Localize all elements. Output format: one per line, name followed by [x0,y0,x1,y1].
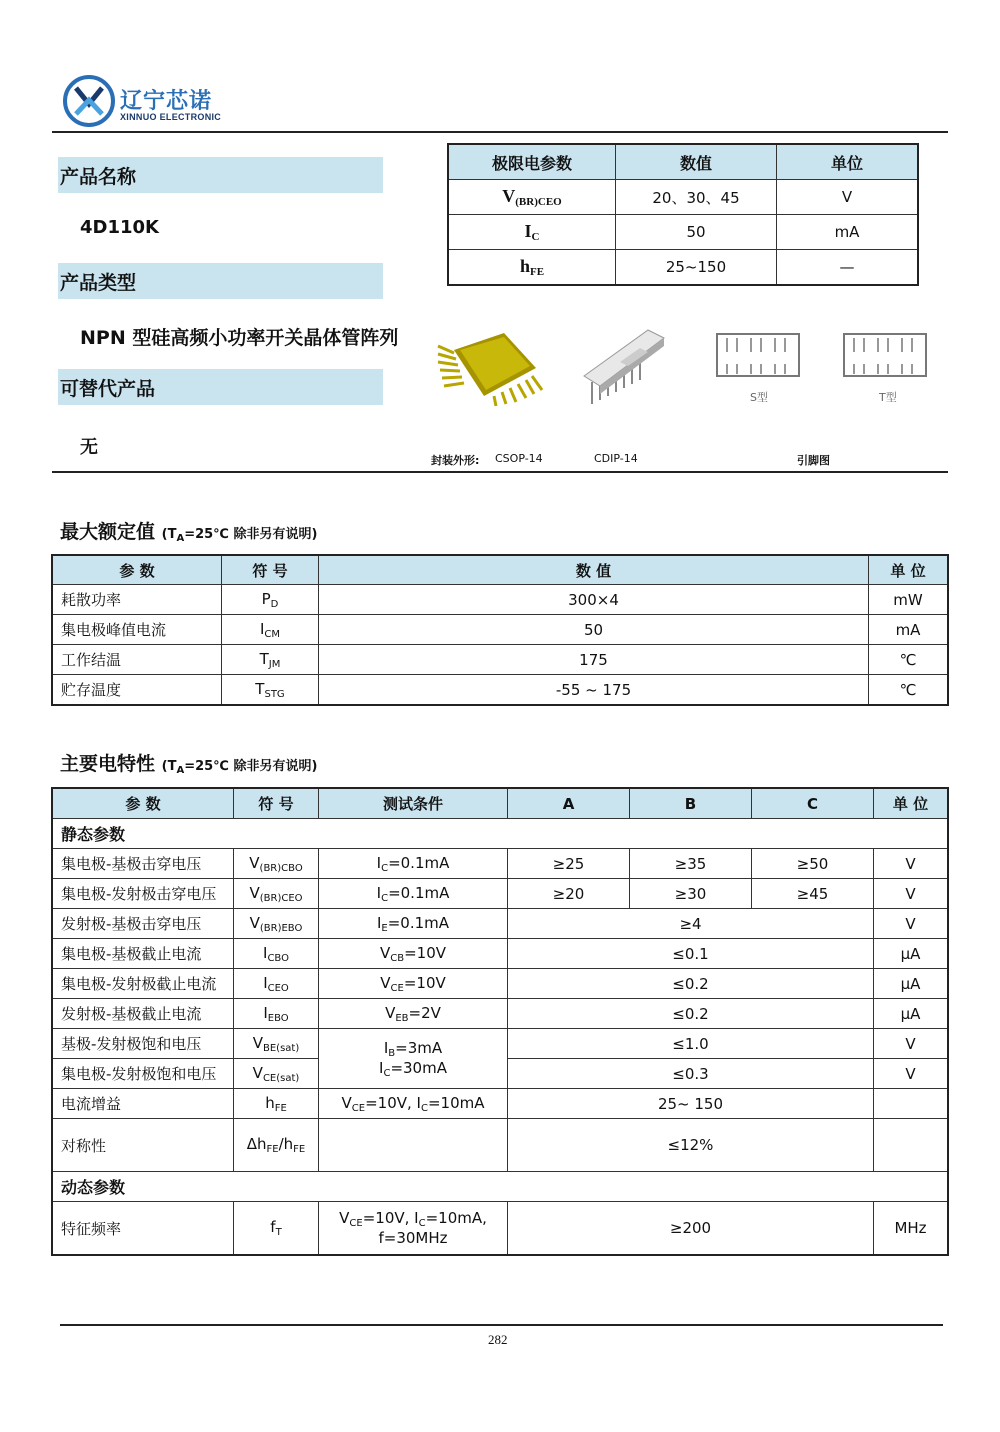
table-cell: -55 ~ 175 [319,675,869,706]
table-cell [874,1089,949,1119]
table-cell: $I_E=0.1mA$ [319,909,508,939]
table-cell: 集电极-基极击穿电压 [52,849,234,879]
table-cell: $T_{JM}$ [222,645,319,675]
logo [62,74,222,128]
table-cell: ≥25 [508,849,630,879]
table-cell: 发射极-基极截止电流 [52,999,234,1029]
table-cell: V [777,180,919,215]
table-cell: 25~ 150 [508,1089,874,1119]
limits-header-value: 数值 [616,144,777,180]
product-alt-band [58,369,383,405]
table-row [52,675,948,706]
table-cell: $V_{(BR)CBO}$ [234,849,319,879]
table-cell: $V_{CE}=10V$, $I_C=10mA$, f=30MHz [319,1202,508,1256]
table-cell: 集电极-发射极饱和电压 [52,1059,234,1089]
table-cell: $V_{CB}=10V$ [319,939,508,969]
table-cell: $V_{CE}=10V$, $I_C=10mA$ [319,1089,508,1119]
package-csop14: CSOP-14 [495,452,543,465]
max-ratings-table [51,554,949,706]
table-cell: 特征频率 [52,1202,234,1256]
header-divider [52,131,948,133]
table-cell: μA [874,999,949,1029]
static-section-row [52,819,948,849]
table-cell: 20、30、45 [616,180,777,215]
table-cell: μA [874,969,949,999]
table-cell: 单 位 [869,555,949,585]
table-row [52,1029,948,1059]
table-cell: V [874,909,949,939]
table-cell: $I_{EBO}$ [234,999,319,1029]
table-cell: 单 位 [874,788,949,819]
table-cell: 对称性 [52,1119,234,1172]
table-row [52,969,948,999]
table-cell: $V_{CE(sat)}$ [234,1059,319,1089]
table-cell: MHz [874,1202,949,1256]
table-cell: $T_{STG}$ [222,675,319,706]
table-cell: $h_{FE}$ [448,250,616,286]
table-cell: ≥20 [508,879,630,909]
table-cell: ℃ [869,675,949,706]
table-row [52,909,948,939]
product-alt-label: 可替代产品 [60,378,156,400]
table-cell: $f_T$ [234,1202,319,1256]
table-cell: mA [869,615,949,645]
table-cell: $P_D$ [222,585,319,615]
table-cell: $I_{CEO}$ [234,969,319,999]
table-cell: 50 [616,215,777,250]
table-cell: V [874,1059,949,1089]
logo-company-en: XINNUO ELECTRONIC [120,112,222,122]
table-cell: 175 [319,645,869,675]
table-cell: 工作结温 [52,645,222,675]
table-row [448,215,918,250]
table-cell: 测试条件 [319,788,508,819]
table-cell: 耗散功率 [52,585,222,615]
table-cell: A [508,788,630,819]
product-type-band [58,263,383,299]
footer-divider [60,1324,943,1326]
product-type-label: 产品类型 [60,272,137,294]
table-cell: ≥30 [630,879,752,909]
table-cell: 电流增益 [52,1089,234,1119]
table-row [448,250,918,286]
package-cdip14: CDIP-14 [594,452,638,465]
table-cell: ≥50 [752,849,874,879]
table-row [52,615,948,645]
table-cell: $h_{FE}$ [234,1089,319,1119]
table-cell: 50 [319,615,869,645]
table-cell: ≤0.1 [508,939,874,969]
table-cell: 参 数 [52,788,234,819]
table-row [52,849,948,879]
table-cell: 静态参数 [52,819,948,849]
pinout-label: 引脚图 [797,454,830,467]
limits-table [447,143,919,286]
table-cell: $\Delta h_{FE}/h_{FE}$ [234,1119,319,1172]
product-name-band [58,157,383,193]
table-cell: $V_{CE}=10V$ [319,969,508,999]
limits-header-unit: 单位 [777,144,919,180]
table-cell: 集电极-发射极击穿电压 [52,879,234,909]
table-cell: 符 号 [234,788,319,819]
table-cell: — [777,250,919,286]
table-row [52,879,948,909]
table-cell: $V_{(BR)CEO}$ [448,180,616,215]
table-cell: 贮存温度 [52,675,222,706]
table-row [52,555,948,585]
table-cell: V [874,879,949,909]
product-alt-value: 无 [80,437,98,458]
table-cell: ≤12% [508,1119,874,1172]
max-ratings-title: 最大额定值 ($T_A=25℃$ 除非另有说明) [60,521,318,544]
table-cell: $V_{(BR)EBO}$ [234,909,319,939]
product-type-value: NPN 型硅高频小功率开关晶体管阵列 [80,327,399,349]
table-cell: C [752,788,874,819]
table-cell: 动态参数 [52,1172,948,1202]
table-cell: $I_{CM}$ [222,615,319,645]
table-row [448,144,918,180]
table-cell: B [630,788,752,819]
elec-title: 主要电特性 ($T_A=25℃$ 除非另有说明) [60,753,318,776]
table-cell: 25~150 [616,250,777,286]
table-cell: $V_{EB}=2V$ [319,999,508,1029]
table-cell: 符 号 [222,555,319,585]
table-cell: ≤0.2 [508,999,874,1029]
table-row [52,1089,948,1119]
table-cell: mA [777,215,919,250]
product-name-label: 产品名称 [60,166,137,188]
table-cell: ℃ [869,645,949,675]
table-cell: mW [869,585,949,615]
table-row [52,939,948,969]
section-divider [52,471,948,473]
table-cell: $I_C$ [448,215,616,250]
table-row [448,180,918,215]
product-name-value: 4D110K [80,217,159,238]
table-cell: 300×4 [319,585,869,615]
dynamic-section-row [52,1172,948,1202]
table-cell: 发射极-基极击穿电压 [52,909,234,939]
logo-company-cn: 辽宁芯诺 [120,89,213,114]
csop14-package-image [434,328,544,408]
table-row [52,1202,948,1256]
table-cell: 数 值 [319,555,869,585]
table-cell: 参 数 [52,555,222,585]
s-type-pinout-image [713,330,803,386]
page-number: 282 [488,1332,508,1347]
table-cell: ≥200 [508,1202,874,1256]
table-cell [874,1119,949,1172]
s-type-label: S型 [750,391,768,404]
package-label: 封装外形: [431,454,480,467]
table-cell: ≤1.0 [508,1029,874,1059]
table-row [52,645,948,675]
table-cell: ≤0.2 [508,969,874,999]
table-cell: V [874,849,949,879]
limits-header-param: 极限电参数 [448,144,616,180]
table-cell: $V_{BE(sat)}$ [234,1029,319,1059]
table-cell: V [874,1029,949,1059]
table-cell: ≥35 [630,849,752,879]
table-cell: 基极-发射极饱和电压 [52,1029,234,1059]
t-type-label: T型 [879,391,897,404]
table-cell: $I_{CBO}$ [234,939,319,969]
table-row [52,999,948,1029]
table-cell: 集电极-基极截止电流 [52,939,234,969]
logo-emblem-icon [62,74,116,128]
table-cell: $V_{(BR)CEO}$ [234,879,319,909]
table-cell: 集电极峰值电流 [52,615,222,645]
table-cell: ≤0.3 [508,1059,874,1089]
table-cell: ≥4 [508,909,874,939]
elec-table [51,787,949,1256]
table-cell: $I_B=3mA$ $I_C=30mA$ [319,1029,508,1089]
table-cell: $I_C=0.1mA$ [319,879,508,909]
table-cell [319,1119,508,1172]
table-row [52,1119,948,1172]
table-row [52,788,948,819]
table-row [52,585,948,615]
table-cell: ≥45 [752,879,874,909]
table-cell: $I_C=0.1mA$ [319,849,508,879]
t-type-pinout-image [840,330,930,386]
table-cell: μA [874,939,949,969]
table-cell: 集电极-发射极截止电流 [52,969,234,999]
cdip14-package-image [580,322,670,412]
